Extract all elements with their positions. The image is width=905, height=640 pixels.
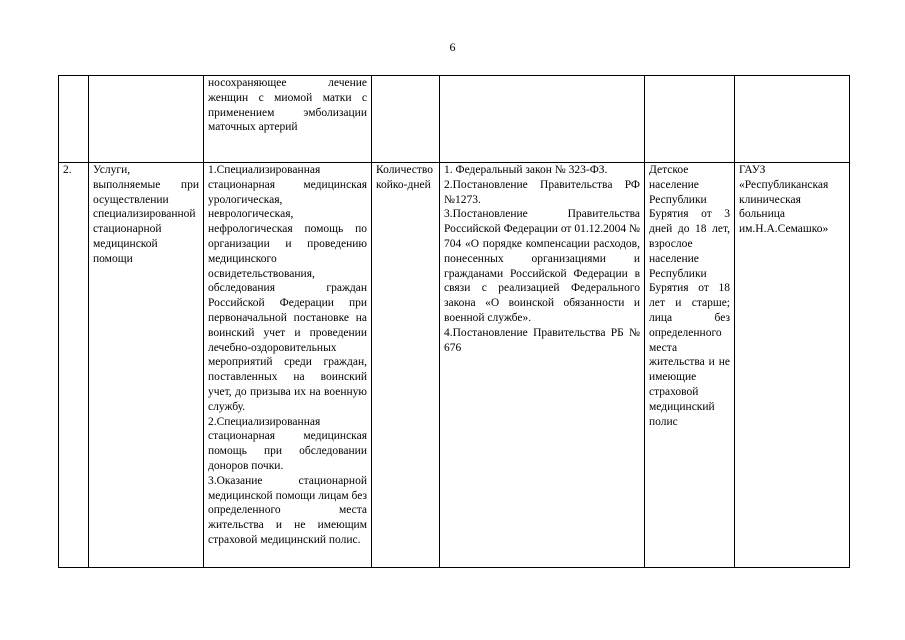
cell-services-list: носохраняющее лечение женщин с миомой матки с применением эмболизации маточных артерий	[204, 76, 372, 163]
page-number: 6	[449, 40, 456, 54]
cell-provider	[735, 76, 850, 163]
cell-consumers	[645, 76, 735, 163]
cell-service-name	[89, 76, 204, 163]
table-row	[59, 163, 850, 568]
cell-unit: Количество койко-дней	[372, 163, 440, 568]
cell-service-name: Услуги, выполняемые при осуществлении специализированной стационарной медицинской помощи	[89, 163, 204, 568]
cell-number	[59, 76, 89, 163]
service-item: 1.Специализированная стационарная медицинская урологическая, неврологическая, нефрологическая помощь по организации и проведению медицинского освидетельствования, обследования граждан Российской Федерации при первоначальной постановке на воинский учет и проведении лечебно-оздоровительных мероприятий среди граждан, поставленных на воинский учет, до призыва их на военную службу.	[208, 164, 367, 413]
legal-basis-item: 4.Постановление Правительства РБ № 676	[444, 326, 640, 354]
legal-basis-item: 3.Постановление Правительства Российской Федерации от 01.12.2004 № 704 «О порядке компенсации расходов, понесенных организациями и гражданами Российской Федерации в связи с реализацией Федерального закона «О воинской обязанности и военной службе».	[444, 208, 640, 324]
cell-unit	[372, 76, 440, 163]
table-row-continuation	[59, 76, 850, 163]
service-item: 2.Специализированная стационарная медицинская помощь при обследовании доноров почки.	[208, 415, 367, 472]
legal-basis-item: 2.Постановление Правительства РФ №1273.	[444, 178, 640, 206]
cell-provider: ГАУЗ «Республиканская клиническая больница им.Н.А.Семашко»	[735, 163, 850, 568]
cell-services-list	[204, 163, 372, 568]
cell-legal-basis	[440, 76, 645, 163]
services-table	[58, 75, 850, 568]
legal-basis-item: 1. Федеральный закон № 323-ФЗ.	[444, 164, 608, 176]
cell-consumers: Детское население Республики Бурятия от 3 дней до 18 лет, взрослое население Республики Бурятия от 18 лет и старше; лица без определенного места жительства и не имеющие страховой медицинский полис	[645, 163, 735, 568]
service-item: 3.Оказание стационарной медицинской помощи лицам без определенного места жительства и не имеющим страховой медицинский полис.	[208, 474, 367, 546]
cell-legal-basis	[440, 163, 645, 568]
cell-number: 2.	[59, 163, 89, 568]
